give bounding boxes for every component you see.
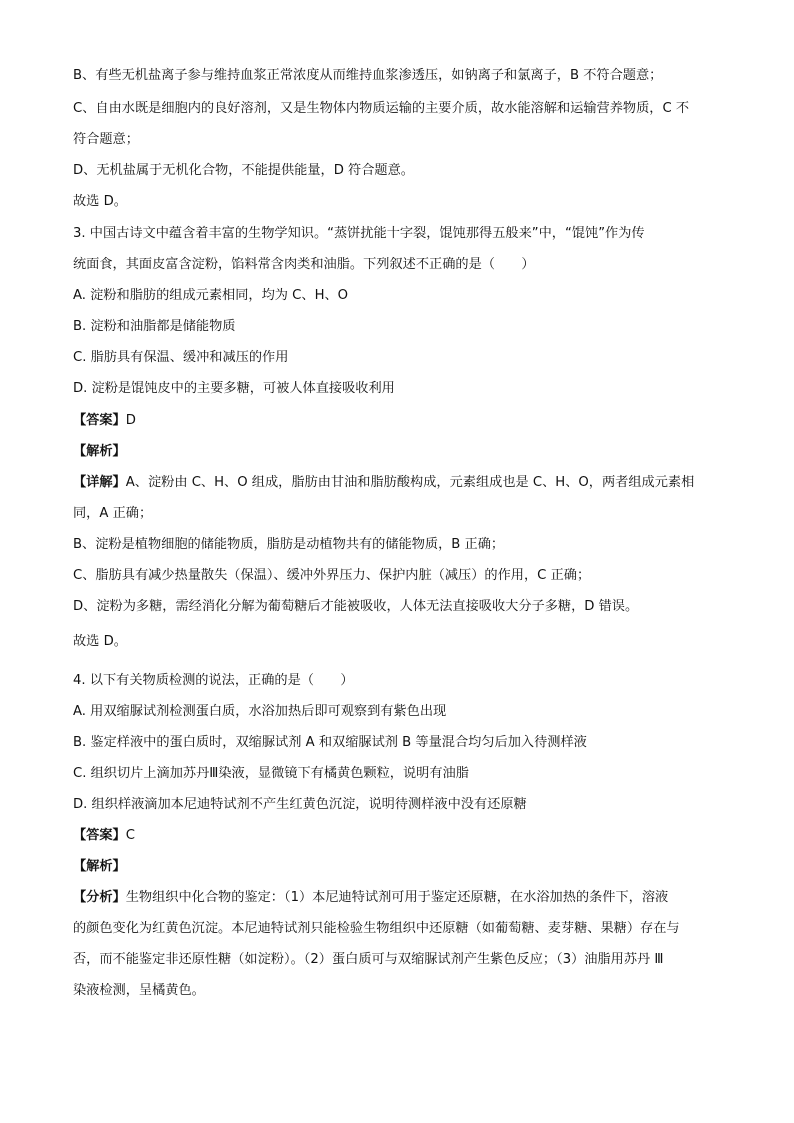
question-3-option-d: D. 淀粉是馄饨皮中的主要多糖，可被人体直接吸收利用 [73,381,395,396]
analysis-heading [73,443,733,461]
analysis-label: 【解析】 [73,444,126,459]
answer-line [73,412,733,430]
text-line: B、有些无机盐离子参与维持血浆正常浓度从而维持血浆渗透压，如钠离子和氯离子，B 不符合题意； [73,68,663,83]
text-line: 的颜色变化为红黄色沉淀。本尼迪特试剂只能检验生物组织中还原糖（如葡萄糖、麦芽糖、果糖）存在与 [73,921,680,936]
detail-text: A、淀粉由 C、H、O 组成，脂肪由甘油和脂肪酸构成，元素组成也是 C、H、O，两者组成元素相 [125,475,695,490]
text-line: B、淀粉是植物细胞的储能物质，脂肪是动植物共有的储能物质，B 正确； [73,537,505,552]
answer-label: 【答案】 [73,413,126,428]
question-3-stem: 统面食，其面皮富含淀粉，馅料常含肉类和油脂。下列叙述不正确的是（ ） [73,257,535,272]
text-line: C、脂肪具有减少热量散失（保温）、缓冲外界压力、保护内脏（减压）的作用，C 正确； [73,568,591,583]
question-3-option-c: C. 脂肪具有保温、缓冲和减压的作用 [73,350,289,365]
question-4-stem: 4. 以下有关物质检测的说法，正确的是（ ） [73,673,354,688]
answer-line [73,827,733,845]
text-line: D、无机盐属于无机化合物，不能提供能量，D 符合题意。 [73,163,414,178]
question-3-option-b: B. 淀粉和油脂都是储能物质 [73,319,236,334]
question-4-option-d: D. 组织样液滴加本尼迪特试剂不产生红黄色沉淀，说明待测样液中没有还原糖 [73,797,527,812]
analysis-line [73,889,733,907]
detail-line [73,474,733,492]
text-line: C、自由水既是细胞内的良好溶剂，又是生物体内物质运输的主要介质，故水能溶解和运输营养物质，C 不 [73,101,690,116]
text-line: D、淀粉为多糖，需经消化分解为葡萄糖后才能被吸收，人体无法直接吸收大分子多糖，D 错误。 [73,599,639,614]
text-line: 同，A 正确； [73,506,153,521]
text-line: 染液检测，呈橘黄色。 [73,983,205,998]
analysis-text: 生物组织中化合物的鉴定：（1）本尼迪特试剂可用于鉴定还原糖，在水浴加热的条件下，溶液 [125,890,669,905]
question-3-option-a: A. 淀粉和脂肪的组成元素相同，均为 C、H、O [73,288,349,303]
analysis-heading [73,858,733,876]
text-line: 故选 D。 [73,194,127,209]
text-line: 符合题意； [73,132,139,147]
text-line: 否，而不能鉴定非还原性糖（如淀粉）。（2）蛋白质可与双缩脲试剂产生紫色反应；（3）油脂用苏丹 Ⅲ [73,952,664,967]
question-4-option-a: A. 用双缩脲试剂检测蛋白质，水浴加热后即可观察到有紫色出现 [73,704,447,719]
answer-value: C [125,828,135,843]
answer-value: D [125,413,136,428]
detail-label: 【详解】 [73,475,126,490]
question-4-option-b: B. 鉴定样液中的蛋白质时，双缩脲试剂 A 和双缩脲试剂 B 等量混合均匀后加入待测样液 [73,735,587,750]
answer-label: 【答案】 [73,828,126,843]
question-3-stem: 3. 中国古诗文中蕴含着丰富的生物学知识。“蒸饼扰能十字裂，馄饨那得五般来”中，“馄饨”作为传 [73,226,645,241]
question-4-option-c: C. 组织切片上滴加苏丹Ⅲ染液，显微镜下有橘黄色颗粒，说明有油脂 [73,766,469,781]
analysis-label: 【解析】 [73,859,126,874]
text-line: 故选 D。 [73,634,127,649]
analysis-sub-label: 【分析】 [73,890,126,905]
